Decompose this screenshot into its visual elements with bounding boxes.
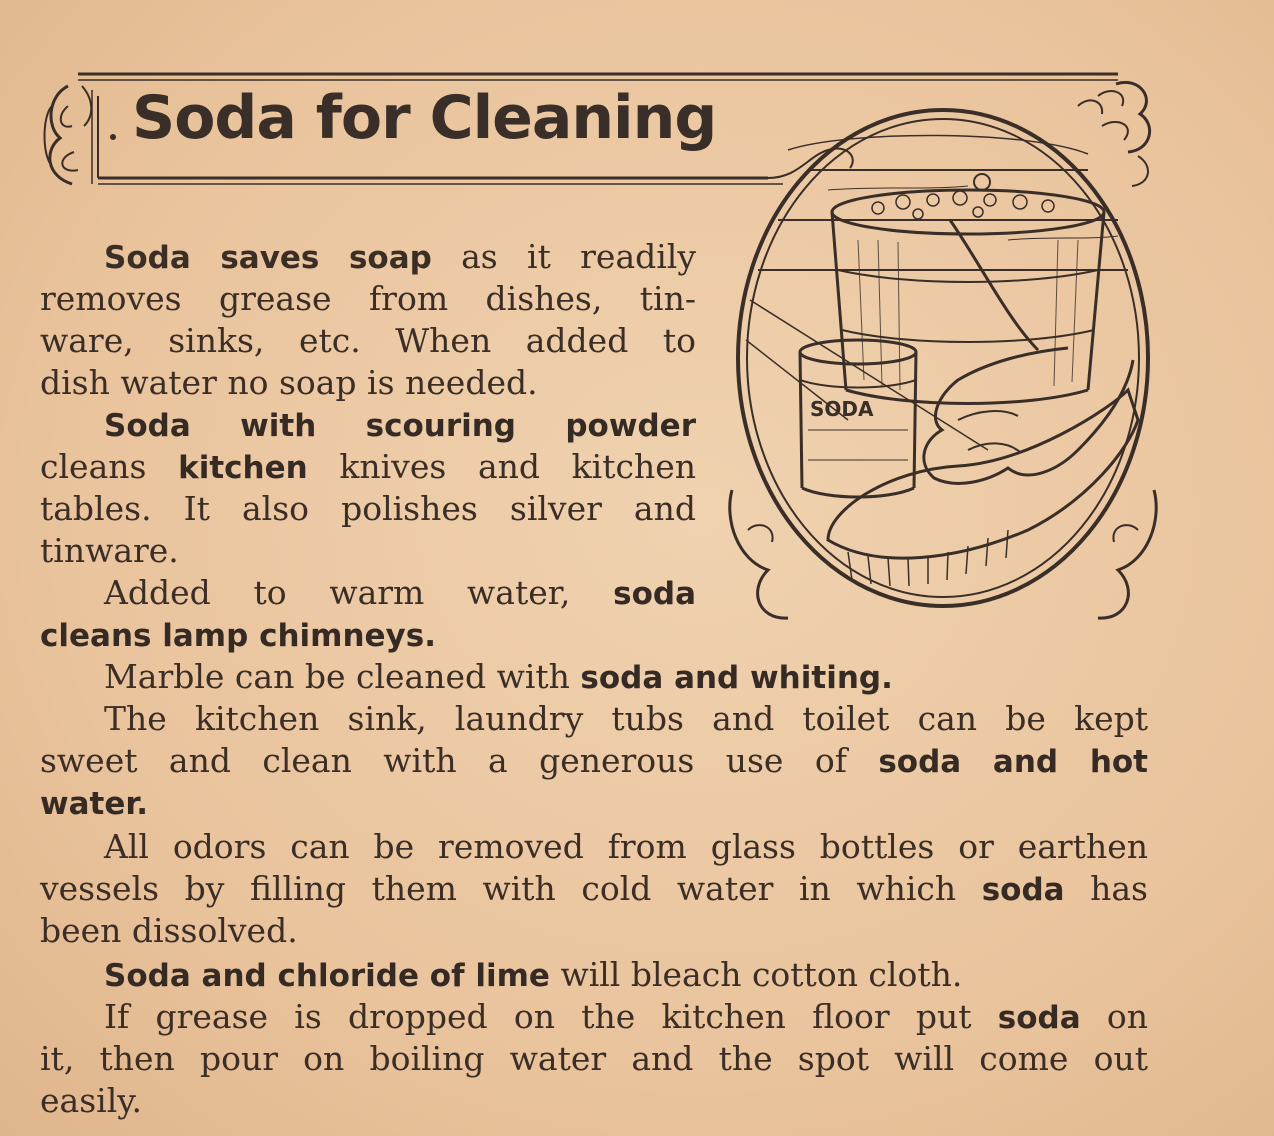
paragraph-3 — [40, 572, 696, 656]
text-run: knives and kitchen — [307, 447, 696, 486]
text-run: odors — [172, 827, 267, 866]
text-run: cleans lamp chimneys. — [40, 618, 436, 654]
text-line — [40, 1080, 1148, 1122]
text-line — [40, 910, 1148, 952]
text-line — [40, 656, 1148, 698]
text-run: Soda saves soap — [104, 240, 432, 276]
text-run: Marble can be cleaned with — [104, 657, 581, 696]
text-line — [40, 954, 1148, 996]
paragraph-6 — [40, 826, 1148, 952]
text-run: soda — [997, 1000, 1081, 1036]
page-title: Soda for Cleaning — [132, 83, 717, 153]
bucket-drawing — [832, 174, 1104, 404]
text-run: soda — [981, 872, 1065, 908]
paragraph-7 — [40, 954, 1148, 996]
text-line — [40, 782, 1148, 824]
soda-scrubbing-illustration — [728, 90, 1158, 630]
hand-brush-drawing — [828, 348, 1138, 586]
text-line — [40, 362, 696, 404]
text-run: soda and whiting. — [580, 660, 893, 696]
paragraph-4 — [40, 656, 1148, 698]
text-line — [40, 614, 696, 656]
text-line — [40, 1038, 1148, 1080]
text-line — [40, 236, 696, 278]
text-line — [40, 868, 1148, 910]
text-line — [40, 572, 696, 614]
text-run: as it readily — [431, 237, 697, 276]
text-run: ware, sinks, etc. When added to — [40, 321, 696, 360]
paragraph-8 — [40, 996, 1148, 1122]
text-run: can be removed from glass bottles or earthen — [266, 827, 1148, 866]
text-line — [40, 826, 1148, 868]
text-run: has — [1064, 869, 1148, 908]
text-run: will bleach cotton cloth. — [549, 955, 963, 994]
text-run: sweet and clean with a generous use of — [40, 741, 879, 780]
text-run: vessels by filling them with cold water in which — [40, 869, 982, 908]
text-run: If grease is dropped on the kitchen floor put — [104, 997, 998, 1036]
text-run: dish water no soap is needed. — [40, 363, 538, 402]
soda-can-label: SODA — [810, 397, 874, 421]
title-dot — [110, 134, 116, 140]
text-line — [40, 488, 696, 530]
text-line — [40, 320, 696, 362]
text-line — [40, 996, 1148, 1038]
text-line — [40, 740, 1148, 782]
paragraph-1 — [40, 236, 696, 404]
text-run: Soda and chloride of lime — [104, 958, 550, 994]
text-run: on — [1080, 997, 1148, 1036]
text-run: cleans — [40, 447, 179, 486]
text-run: been dissolved. — [40, 911, 298, 950]
paragraph-5 — [40, 698, 1148, 824]
text-run: tinware. — [40, 531, 179, 570]
paragraph-2 — [40, 404, 696, 572]
text-run: it, then pour on boiling water and the spot will come out — [40, 1039, 1148, 1078]
text-line — [40, 698, 1148, 740]
text-run: soda and hot — [878, 744, 1148, 780]
text-line — [40, 404, 696, 446]
text-run: All — [104, 827, 173, 866]
text-run: Added to warm water, — [104, 573, 614, 612]
text-run: The kitchen sink, laundry tubs and toilet can be kept — [104, 699, 1148, 738]
text-run: water. — [40, 786, 149, 822]
text-run: Soda with scouring powder — [104, 408, 696, 444]
text-run: kitchen — [178, 450, 308, 486]
text-run: soda — [613, 576, 696, 612]
text-line — [40, 446, 696, 488]
text-run: removes grease from dishes, tin- — [40, 279, 696, 318]
text-run: tables. It also polishes silver and — [40, 489, 696, 528]
text-line — [40, 530, 696, 572]
text-line — [40, 278, 696, 320]
text-run: easily. — [40, 1081, 142, 1120]
